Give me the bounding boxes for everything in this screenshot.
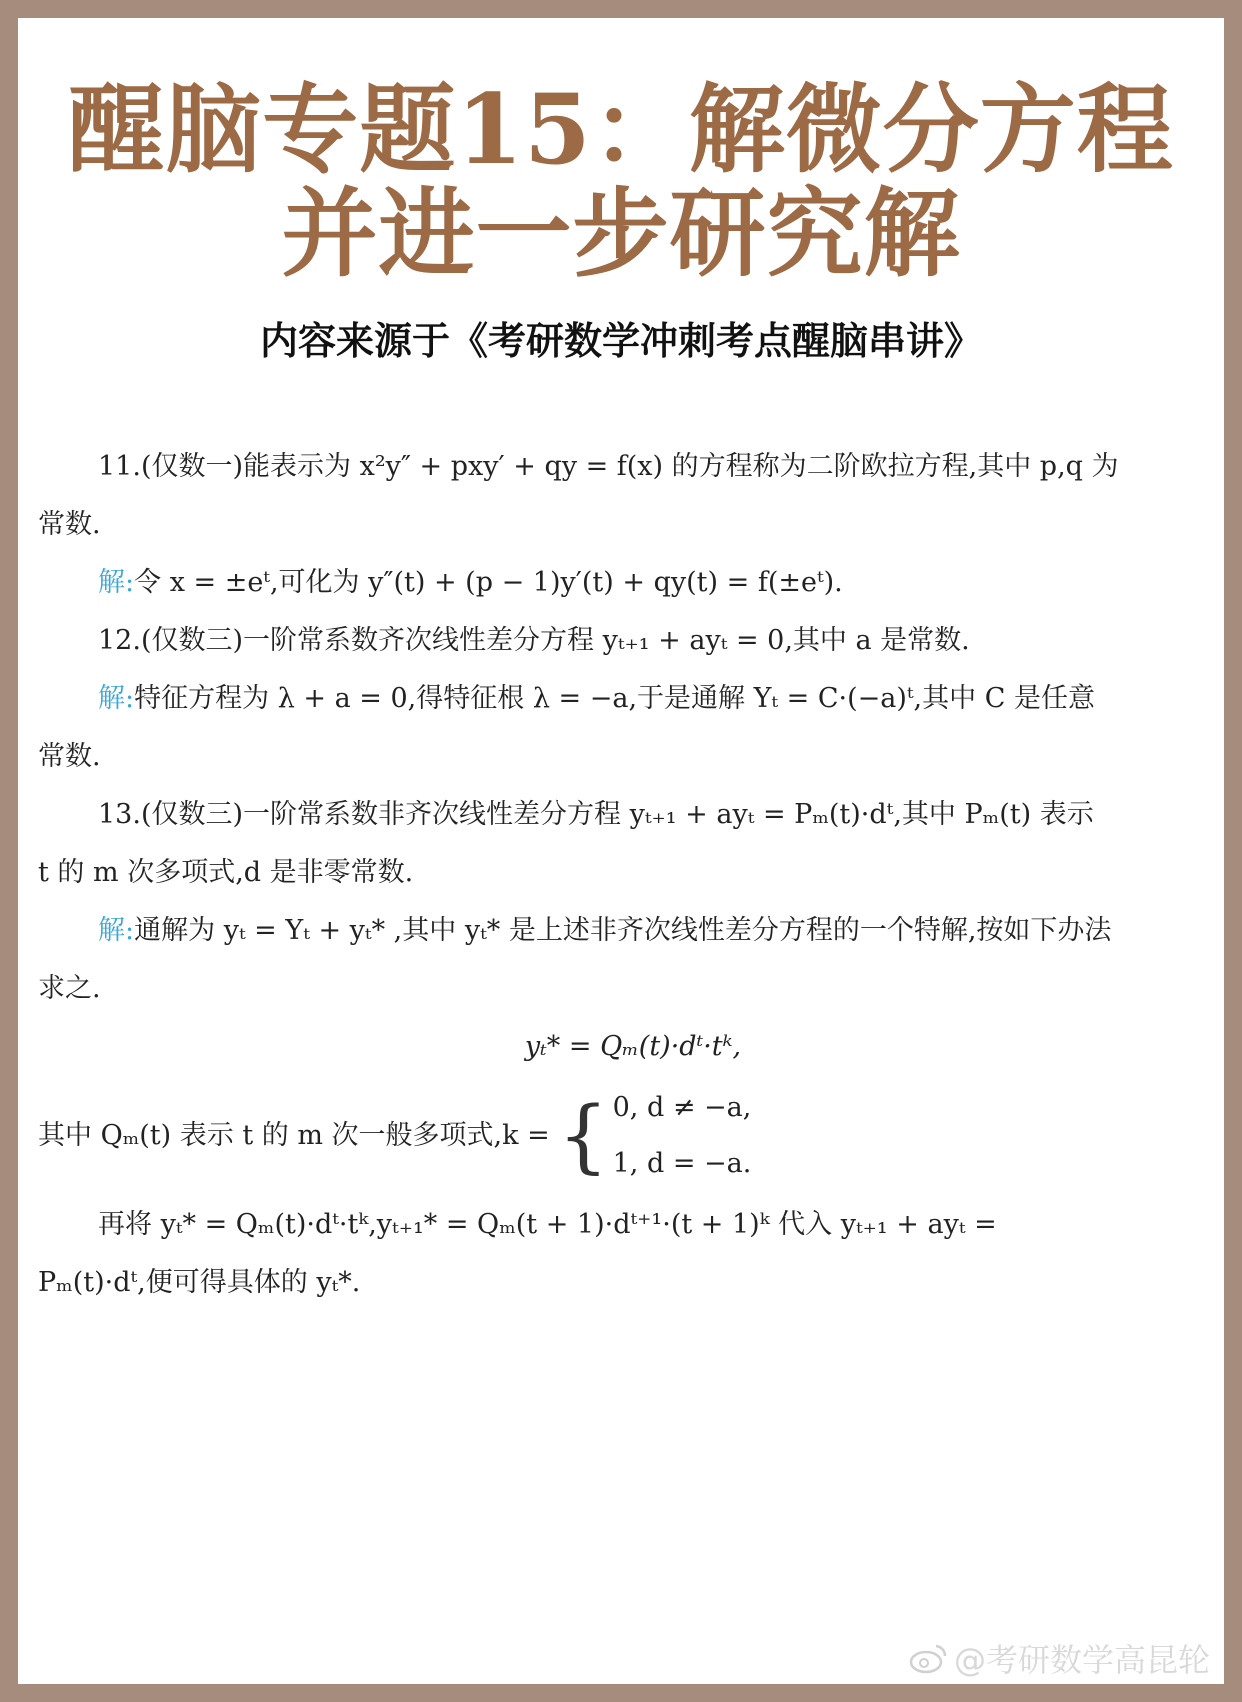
a11-paragraph xyxy=(38,554,1224,612)
a12-paragraph xyxy=(38,670,1224,728)
final-text-line-1: 再将 yₜ* = Qₘ(t)·dᵗ·tᵏ,yₜ₊₁* = Qₘ(t + 1)·dᵗ⁺¹·(t + 1)ᵏ 代入 yₜ₊₁ + ayₜ = xyxy=(98,1209,997,1240)
q13-text-line-1: 13.(仅数三)一阶常系数非齐次线性差分方程 yₜ₊₁ + ayₜ = Pₘ(t)·dᵗ,其中 Pₘ(t) 表示 xyxy=(98,799,1094,830)
a13-text-line-2: 求之. xyxy=(38,973,101,1004)
solution-label: 解: xyxy=(98,567,135,598)
q11-text-line-2: 常数. xyxy=(38,509,101,540)
page-title-line-1: 醒脑专题15：解微分方程 xyxy=(68,73,1174,186)
case-1: 0, d ≠ −a, xyxy=(612,1092,752,1123)
case-2: 1, d = −a. xyxy=(612,1148,752,1179)
page-title-line-2: 并进一步研究解 xyxy=(281,177,961,290)
k-cases xyxy=(38,1076,1224,1196)
content-body xyxy=(38,438,1224,1312)
particular-solution-formula: yₜ* = Qₘ(t)·dᵗ·tᵏ, xyxy=(524,1031,742,1062)
watermark xyxy=(908,1635,1210,1682)
a13-paragraph xyxy=(38,902,1224,960)
solution-label: 解: xyxy=(98,915,135,946)
a13-text-line-1: 通解为 yₜ = Yₜ + yₜ* ,其中 yₜ* 是上述非齐次线性差分方程的一个特解,按如下办法 xyxy=(134,915,1112,946)
final-text-line-2: Pₘ(t)·dᵗ,便可得具体的 yₜ*. xyxy=(38,1267,361,1298)
source-subtitle: 内容来源于《考研数学冲刺考点醒脑串讲》 xyxy=(259,319,982,363)
weibo-icon xyxy=(908,1642,948,1682)
cases-list xyxy=(613,1080,752,1192)
a12-text-line-1: 特征方程为 λ + a = 0,得特征根 λ = −a,于是通解 Yₜ = C·(−a)ᵗ,其中 C 是任意 xyxy=(134,683,1095,714)
cases-lead-text: 其中 Qₘ(t) 表示 t 的 m 次一般多项式,k = xyxy=(38,1120,550,1151)
solution-label: 解: xyxy=(98,683,135,714)
q11-text-line-1: 11.(仅数一)能表示为 x²y″ + pxy′ + qy = f(x) 的方程称为二阶欧拉方程,其中 p,q 为 xyxy=(98,451,1119,482)
watermark-text: @考研数学高昆轮 xyxy=(953,1641,1210,1679)
page-card xyxy=(18,18,1224,1684)
q13-text-line-2: t 的 m 次多项式,d 是非零常数. xyxy=(38,857,414,888)
a12-text-line-2: 常数. xyxy=(38,741,101,772)
left-brace: { xyxy=(557,1089,609,1182)
q12-text: 12.(仅数三)一阶常系数齐次线性差分方程 yₜ₊₁ + ayₜ = 0,其中 a 是常数. xyxy=(98,625,970,656)
a11-text: 令 x = ±eᵗ,可化为 y″(t) + (p − 1)y′(t) + qy(t) = f(±eᵗ). xyxy=(134,567,843,598)
